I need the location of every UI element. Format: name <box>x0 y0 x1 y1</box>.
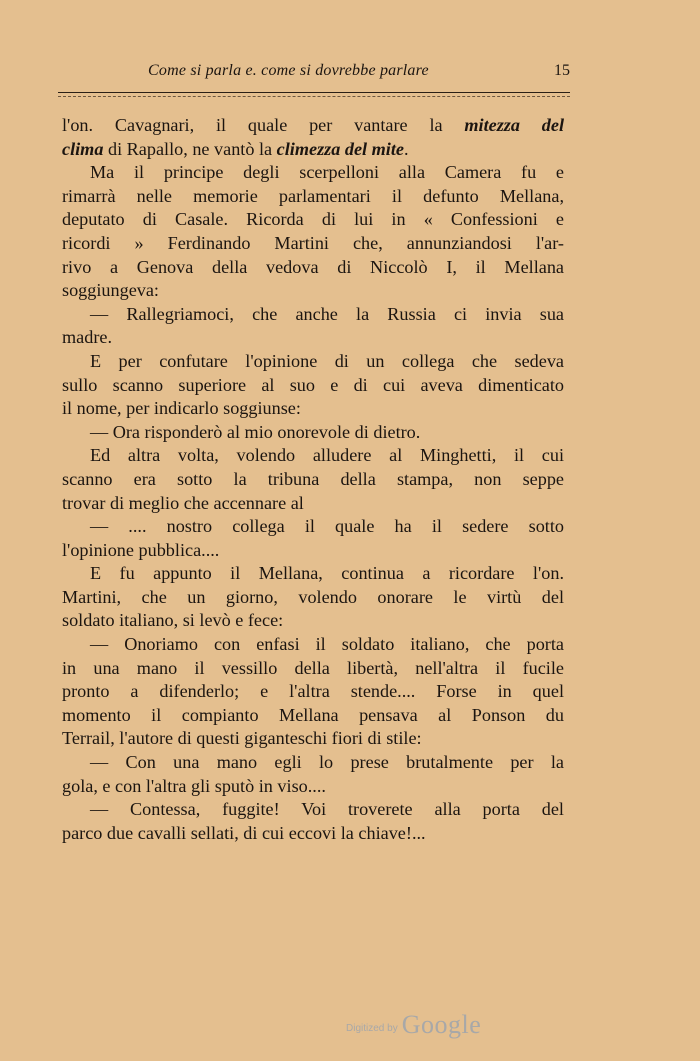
text-run: ricordi » Ferdinando Martini che, annunziandosi l'ar- <box>62 232 564 253</box>
text-line <box>62 657 564 681</box>
text-line <box>62 421 564 445</box>
text-run: rivo a Genova della vedova di Niccolò I, il Mellana <box>62 256 564 277</box>
text-line <box>62 539 564 563</box>
text-line <box>62 609 564 633</box>
text-run: l'on. Cavagnari, il quale per vantare la <box>62 115 465 135</box>
digitized-watermark <box>346 1010 481 1040</box>
text-run: — Con una mano egli lo prese brutalmente per la <box>90 752 564 773</box>
text-line <box>62 633 564 657</box>
text-line <box>62 727 564 751</box>
running-title: Come si parla e. come si dovrebbe parlare <box>148 62 429 79</box>
header-rule <box>58 92 570 93</box>
text-line <box>62 350 564 374</box>
text-line <box>62 138 564 162</box>
page-number: 15 <box>554 62 570 79</box>
text-line <box>62 208 564 232</box>
watermark-brand: Google <box>401 1010 482 1039</box>
text-run: — Rallegriamoci, che anche la Russia ci invia sua <box>90 303 564 324</box>
text-run: — .... nostro collega il quale ha il sedere sotto <box>90 516 564 537</box>
text-run: E fu appunto il Mellana, continua a ricordare l'on. <box>90 563 564 584</box>
text-run: gola, e con l'altra gli sputò in viso.... <box>62 775 326 796</box>
text-run: . <box>403 138 409 159</box>
text-run: — Contessa, fuggite! Voi troverete alla porta del <box>90 799 564 820</box>
text-run: — Onoriamo con enfasi il soldato italiano, che porta <box>90 634 564 655</box>
italic-phrase: climezza del mite <box>276 138 404 159</box>
text-line <box>62 586 564 610</box>
text-line <box>62 562 564 586</box>
text-line <box>62 798 564 822</box>
text-run: deputato di Casale. Ricorda di lui in « Confessioni e <box>62 209 564 230</box>
text-line <box>62 468 564 492</box>
text-line <box>62 704 564 728</box>
text-line <box>62 492 564 516</box>
text-run: Martini, che un giorno, volendo onorare le virtù del <box>62 586 564 607</box>
text-run: rimarrà nelle memorie parlamentari il defunto Mellana, <box>62 185 564 206</box>
text-run: parco due cavalli sellati, di cui eccovi la chiave!... <box>62 822 426 843</box>
running-head <box>60 62 570 86</box>
italic-phrase: mitezza del <box>464 115 564 135</box>
text-run: sullo scanno superiore al suo e di cui aveva dimenticato <box>62 374 564 395</box>
text-run: soggiungeva: <box>62 280 159 301</box>
text-run: l'opinione pubblica.... <box>62 539 220 560</box>
text-run: madre. <box>62 327 112 348</box>
text-line <box>62 114 564 138</box>
italic-phrase: clima <box>62 138 104 159</box>
text-run: soldato italiano, si levò e fece: <box>62 610 284 631</box>
text-run: momento il compianto Mellana pensava al Ponson du <box>62 704 564 725</box>
text-run: — Ora risponderò al mio onorevole di dietro. <box>90 421 421 442</box>
text-line <box>62 161 564 185</box>
text-line <box>62 303 564 327</box>
text-line <box>62 680 564 704</box>
text-run: il nome, per indicarlo soggiunse: <box>62 398 301 419</box>
text-run: in una mano il vessillo della libertà, nell'altra il fucile <box>62 657 564 678</box>
text-line <box>62 822 564 846</box>
header-rule-dashed <box>58 96 570 97</box>
text-line <box>62 444 564 468</box>
watermark-prefix: Digitized by <box>346 1023 398 1034</box>
text-run: scanno era sotto la tribuna della stampa, non seppe <box>62 468 564 489</box>
text-line <box>62 515 564 539</box>
text-line <box>62 775 564 799</box>
text-line <box>62 751 564 775</box>
text-run: pronto a difenderlo; e l'altra stende.... Forse in quel <box>62 681 564 702</box>
text-run: trovar di meglio che accennare al <box>62 492 304 513</box>
text-line <box>62 374 564 398</box>
body-text <box>62 114 564 845</box>
text-line <box>62 326 564 350</box>
text-line <box>62 256 564 280</box>
text-line <box>62 397 564 421</box>
text-run: Ma il principe degli scerpelloni alla Camera fu e <box>90 162 564 183</box>
text-line <box>62 232 564 256</box>
text-run: Ed altra volta, volendo alludere al Minghetti, il cui <box>90 445 564 466</box>
text-run: Terrail, l'autore di questi giganteschi fiori di stile: <box>62 728 422 749</box>
text-run: di Rapallo, ne vantò la <box>103 138 277 159</box>
text-run: E per confutare l'opinione di un collega che sedeva <box>90 350 564 371</box>
text-line <box>62 279 564 303</box>
text-line <box>62 185 564 209</box>
